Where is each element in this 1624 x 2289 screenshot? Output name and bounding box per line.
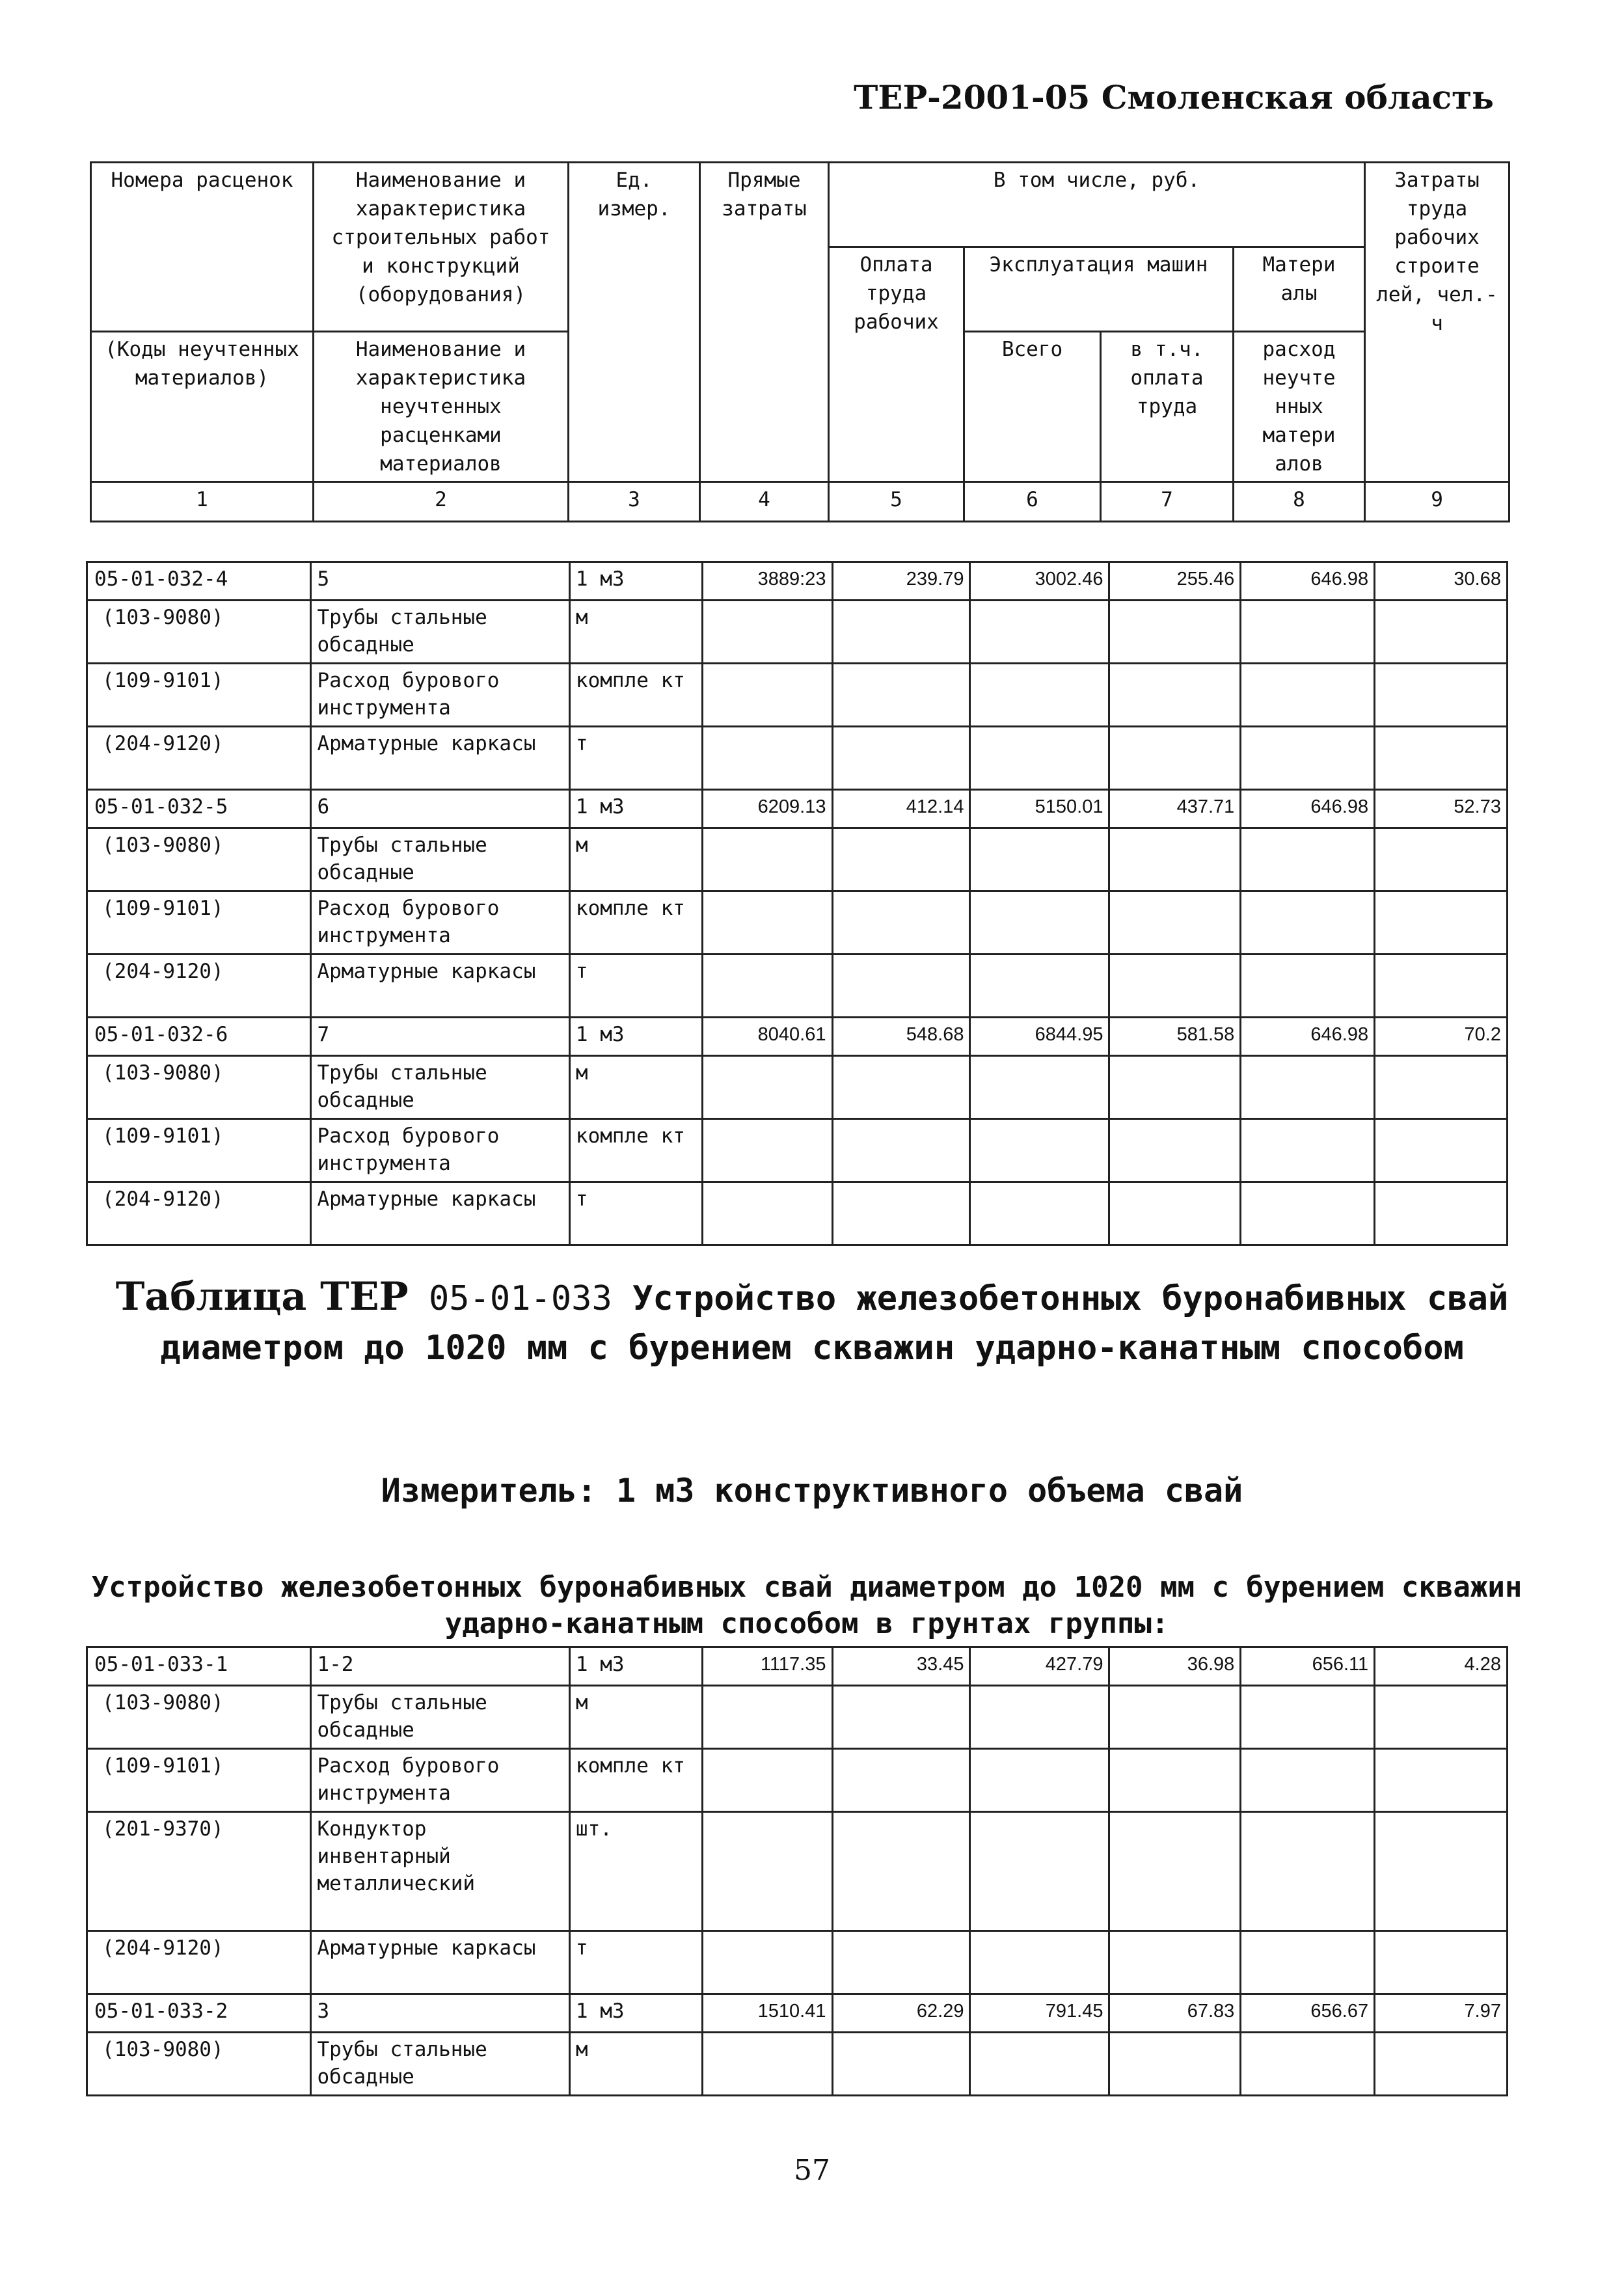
material-row bbox=[87, 601, 1508, 664]
table-title bbox=[85, 1272, 1539, 1373]
rate-code-cell: 05-01-032-5 bbox=[87, 790, 311, 828]
rate-row bbox=[87, 790, 1508, 828]
table-header bbox=[90, 161, 1510, 522]
rate-code-cell: (204-9120) bbox=[87, 1182, 311, 1245]
head-group: В том числе, руб. bbox=[829, 163, 1365, 247]
direct-costs-cell: 6209.13 bbox=[702, 790, 832, 828]
head-pay: Оплата труда рабочих bbox=[829, 247, 964, 482]
material-row bbox=[87, 1056, 1508, 1119]
table-title-prefix: Таблица ТЕР bbox=[115, 1274, 409, 1320]
rate-name-cell: Трубы стальные обсадные bbox=[311, 1056, 569, 1119]
machines-pay-cell: 581.58 bbox=[1109, 1018, 1241, 1056]
materials-cell bbox=[1241, 1686, 1375, 1749]
rate-name-cell: Арматурные каркасы bbox=[311, 1931, 569, 1994]
rate-code-cell: (103-9080) bbox=[87, 2033, 311, 2096]
machines-total-cell bbox=[970, 2033, 1109, 2096]
machines-total-cell bbox=[970, 891, 1109, 955]
material-row bbox=[87, 727, 1508, 790]
measure-unit: Измеритель: 1 м3 конструктивного объема свай bbox=[381, 1472, 1243, 1510]
materials-cell: 656.11 bbox=[1241, 1647, 1375, 1686]
pay-cell: 412.14 bbox=[832, 790, 970, 828]
materials-cell bbox=[1241, 1812, 1375, 1931]
direct-costs-cell bbox=[702, 1931, 832, 1994]
material-row bbox=[87, 1812, 1508, 1931]
group-note: Устройство железобетонных буронабивных свай диаметром до 1020 мм с бурением скважин ударно-канатным способом в грунтах группы: bbox=[91, 1571, 1522, 1640]
rate-unit-cell: 1 м3 bbox=[569, 790, 702, 828]
materials-cell bbox=[1241, 1056, 1375, 1119]
rate-code-cell: 05-01-032-6 bbox=[87, 1018, 311, 1056]
pay-cell bbox=[832, 1056, 970, 1119]
rate-name-cell: Арматурные каркасы bbox=[311, 1182, 569, 1245]
column-number: 6 bbox=[964, 482, 1101, 522]
rate-unit-cell: 1 м3 bbox=[569, 562, 702, 601]
rates-table-032 bbox=[86, 561, 1508, 1246]
machines-total-cell: 5150.01 bbox=[970, 790, 1109, 828]
machines-pay-cell bbox=[1109, 1182, 1241, 1245]
machines-pay-cell bbox=[1109, 601, 1241, 664]
direct-costs-cell: 8040.61 bbox=[702, 1018, 832, 1056]
rate-unit-cell: т bbox=[569, 727, 702, 790]
rate-name-cell: 7 bbox=[311, 1018, 569, 1056]
labor-cell bbox=[1375, 1749, 1508, 1812]
table-title-text: Устройство железобетонных буронабивных свай диаметром до 1020 мм с бурением скважин ударно-канатным способом bbox=[160, 1279, 1509, 1368]
rate-name-cell: Расход бурового инструмента bbox=[311, 891, 569, 955]
rate-code-cell: (204-9120) bbox=[87, 1931, 311, 1994]
machines-pay-cell bbox=[1109, 1119, 1241, 1182]
column-number: 8 bbox=[1234, 482, 1365, 522]
pay-cell bbox=[832, 1749, 970, 1812]
pay-cell bbox=[832, 1931, 970, 1994]
direct-costs-cell bbox=[702, 1749, 832, 1812]
pay-cell bbox=[832, 891, 970, 955]
rate-unit-cell: м bbox=[569, 601, 702, 664]
machines-total-cell bbox=[970, 828, 1109, 891]
pay-cell: 239.79 bbox=[832, 562, 970, 601]
rate-code-cell: (109-9101) bbox=[87, 664, 311, 727]
pay-cell: 548.68 bbox=[832, 1018, 970, 1056]
head-direct: Прямые затраты bbox=[700, 163, 829, 482]
material-row bbox=[87, 1182, 1508, 1245]
direct-costs-cell: 1117.35 bbox=[702, 1647, 832, 1686]
rate-name-cell: 3 bbox=[311, 1994, 569, 2033]
rate-code-cell: (204-9120) bbox=[87, 955, 311, 1018]
machines-total-cell bbox=[970, 1931, 1109, 1994]
pay-cell bbox=[832, 664, 970, 727]
machines-total-cell bbox=[970, 601, 1109, 664]
machines-pay-cell: 437.71 bbox=[1109, 790, 1241, 828]
rate-code-cell: (103-9080) bbox=[87, 828, 311, 891]
rate-unit-cell: 1 м3 bbox=[569, 1647, 702, 1686]
materials-cell bbox=[1241, 1182, 1375, 1245]
rate-unit-cell: шт. bbox=[569, 1812, 702, 1931]
machines-total-cell bbox=[970, 664, 1109, 727]
rate-code-cell: (109-9101) bbox=[87, 1119, 311, 1182]
rate-row bbox=[87, 1994, 1508, 2033]
head-machines: Эксплуатация машин bbox=[964, 247, 1234, 332]
machines-pay-cell bbox=[1109, 1749, 1241, 1812]
rate-name-cell: 6 bbox=[311, 790, 569, 828]
materials-cell bbox=[1241, 601, 1375, 664]
rate-code-cell: (201-9370) bbox=[87, 1812, 311, 1931]
head-total: Всего bbox=[964, 332, 1101, 482]
machines-pay-cell bbox=[1109, 1931, 1241, 1994]
machines-pay-cell bbox=[1109, 727, 1241, 790]
direct-costs-cell bbox=[702, 1812, 832, 1931]
rate-name-cell: Кондуктор инвентарный металлический bbox=[311, 1812, 569, 1931]
head-unaccounted-codes: (Коды неучтенных материалов) bbox=[91, 332, 314, 482]
rate-row bbox=[87, 1647, 1508, 1686]
rate-name-cell: Арматурные каркасы bbox=[311, 727, 569, 790]
column-number: 2 bbox=[314, 482, 569, 522]
column-number: 1 bbox=[91, 482, 314, 522]
materials-cell: 646.98 bbox=[1241, 1018, 1375, 1056]
rate-unit-cell: 1 м3 bbox=[569, 1018, 702, 1056]
head-unit: Ед. измер. bbox=[569, 163, 700, 482]
direct-costs-cell bbox=[702, 828, 832, 891]
labor-cell bbox=[1375, 828, 1508, 891]
rate-code-cell: (204-9120) bbox=[87, 727, 311, 790]
labor-cell bbox=[1375, 727, 1508, 790]
column-number: 3 bbox=[569, 482, 700, 522]
materials-cell: 646.98 bbox=[1241, 562, 1375, 601]
machines-pay-cell bbox=[1109, 1056, 1241, 1119]
machines-pay-cell bbox=[1109, 1686, 1241, 1749]
column-number: 4 bbox=[700, 482, 829, 522]
machines-pay-cell: 67.83 bbox=[1109, 1994, 1241, 2033]
material-row bbox=[87, 1931, 1508, 1994]
direct-costs-cell bbox=[702, 2033, 832, 2096]
direct-costs-cell: 3889:23 bbox=[702, 562, 832, 601]
materials-cell bbox=[1241, 1931, 1375, 1994]
materials-cell bbox=[1241, 664, 1375, 727]
labor-cell bbox=[1375, 891, 1508, 955]
rate-unit-cell: т bbox=[569, 1182, 702, 1245]
materials-cell: 656.67 bbox=[1241, 1994, 1375, 2033]
pay-cell: 62.29 bbox=[832, 1994, 970, 2033]
rate-name-cell: Расход бурового инструмента bbox=[311, 1119, 569, 1182]
rates-table-033 bbox=[86, 1646, 1508, 2096]
machines-total-cell: 6844.95 bbox=[970, 1018, 1109, 1056]
rate-code-cell: (109-9101) bbox=[87, 1749, 311, 1812]
machines-total-cell bbox=[970, 1749, 1109, 1812]
machines-total-cell bbox=[970, 1119, 1109, 1182]
material-row bbox=[87, 1119, 1508, 1182]
material-row bbox=[87, 955, 1508, 1018]
rate-name-cell: Трубы стальные обсадные bbox=[311, 2033, 569, 2096]
direct-costs-cell: 1510.41 bbox=[702, 1994, 832, 2033]
labor-cell bbox=[1375, 955, 1508, 1018]
labor-cell bbox=[1375, 664, 1508, 727]
rate-unit-cell: компле кт bbox=[569, 1749, 702, 1812]
machines-total-cell bbox=[970, 1812, 1109, 1931]
document-header: ТЕР-2001-05 Смоленская область bbox=[854, 78, 1494, 116]
rate-row bbox=[87, 562, 1508, 601]
pay-cell bbox=[832, 1119, 970, 1182]
direct-costs-cell bbox=[702, 1119, 832, 1182]
head-unaccounted: расход неучте нных матери алов bbox=[1234, 332, 1365, 482]
materials-cell bbox=[1241, 1119, 1375, 1182]
rate-name-cell: Расход бурового инструмента bbox=[311, 1749, 569, 1812]
direct-costs-cell bbox=[702, 891, 832, 955]
material-row bbox=[87, 664, 1508, 727]
machines-total-cell bbox=[970, 727, 1109, 790]
head-labor: Затраты труда рабочих строите лей, чел.-ч bbox=[1365, 163, 1509, 482]
column-number: 7 bbox=[1101, 482, 1234, 522]
machines-pay-cell bbox=[1109, 1812, 1241, 1931]
direct-costs-cell bbox=[702, 664, 832, 727]
rate-unit-cell: компле кт bbox=[569, 1119, 702, 1182]
rate-unit-cell: м bbox=[569, 828, 702, 891]
rate-unit-cell: компле кт bbox=[569, 891, 702, 955]
pay-cell bbox=[832, 828, 970, 891]
direct-costs-cell bbox=[702, 601, 832, 664]
machines-total-cell: 3002.46 bbox=[970, 562, 1109, 601]
rate-unit-cell: м bbox=[569, 1686, 702, 1749]
labor-cell: 70.2 bbox=[1375, 1018, 1508, 1056]
rate-code-cell: (103-9080) bbox=[87, 1686, 311, 1749]
pay-cell bbox=[832, 1812, 970, 1931]
material-row bbox=[87, 2033, 1508, 2096]
direct-costs-cell bbox=[702, 1182, 832, 1245]
labor-cell bbox=[1375, 1812, 1508, 1931]
labor-cell bbox=[1375, 1686, 1508, 1749]
machines-pay-cell bbox=[1109, 664, 1241, 727]
machines-total-cell bbox=[970, 1182, 1109, 1245]
labor-cell: 7.97 bbox=[1375, 1994, 1508, 2033]
rate-name-cell: Расход бурового инструмента bbox=[311, 664, 569, 727]
head-unaccounted-name: Наименование и характеристика неучтенных расценками материалов bbox=[314, 332, 569, 482]
rate-unit-cell: м bbox=[569, 2033, 702, 2096]
machines-total-cell: 427.79 bbox=[970, 1647, 1109, 1686]
rate-unit-cell: 1 м3 bbox=[569, 1994, 702, 2033]
labor-cell bbox=[1375, 601, 1508, 664]
machines-pay-cell: 255.46 bbox=[1109, 562, 1241, 601]
machines-pay-cell bbox=[1109, 891, 1241, 955]
material-row bbox=[87, 1749, 1508, 1812]
direct-costs-cell bbox=[702, 727, 832, 790]
pay-cell bbox=[832, 2033, 970, 2096]
direct-costs-cell bbox=[702, 1056, 832, 1119]
pay-cell bbox=[832, 955, 970, 1018]
rate-code-cell: 05-01-032-4 bbox=[87, 562, 311, 601]
labor-cell: 4.28 bbox=[1375, 1647, 1508, 1686]
materials-cell bbox=[1241, 727, 1375, 790]
materials-cell: 646.98 bbox=[1241, 790, 1375, 828]
materials-cell bbox=[1241, 891, 1375, 955]
labor-cell bbox=[1375, 1931, 1508, 1994]
machines-pay-cell bbox=[1109, 828, 1241, 891]
rate-name-cell: Арматурные каркасы bbox=[311, 955, 569, 1018]
machines-total-cell bbox=[970, 955, 1109, 1018]
direct-costs-cell bbox=[702, 1686, 832, 1749]
rate-unit-cell: м bbox=[569, 1056, 702, 1119]
head-name: Наименование и характеристика строительных работ и конструкций (оборудования) bbox=[314, 163, 569, 332]
machines-pay-cell bbox=[1109, 2033, 1241, 2096]
rate-name-cell: Трубы стальные обсадные bbox=[311, 1686, 569, 1749]
rate-name-cell: 5 bbox=[311, 562, 569, 601]
rate-unit-cell: т bbox=[569, 1931, 702, 1994]
machines-total-cell bbox=[970, 1056, 1109, 1119]
head-codes: Номера расценок bbox=[91, 163, 314, 332]
rate-code-cell: 05-01-033-1 bbox=[87, 1647, 311, 1686]
pay-cell: 33.45 bbox=[832, 1647, 970, 1686]
material-row bbox=[87, 828, 1508, 891]
machines-pay-cell bbox=[1109, 955, 1241, 1018]
column-number: 9 bbox=[1365, 482, 1509, 522]
labor-cell bbox=[1375, 1119, 1508, 1182]
head-incl-pay: в т.ч. оплата труда bbox=[1101, 332, 1234, 482]
machines-pay-cell: 36.98 bbox=[1109, 1647, 1241, 1686]
rate-code-cell: 05-01-033-2 bbox=[87, 1994, 311, 2033]
machines-total-cell bbox=[970, 1686, 1109, 1749]
pay-cell bbox=[832, 1686, 970, 1749]
materials-cell bbox=[1241, 2033, 1375, 2096]
column-number: 5 bbox=[829, 482, 964, 522]
rate-code-cell: (103-9080) bbox=[87, 1056, 311, 1119]
rate-unit-cell: компле кт bbox=[569, 664, 702, 727]
rate-name-cell: 1-2 bbox=[311, 1647, 569, 1686]
rate-unit-cell: т bbox=[569, 955, 702, 1018]
material-row bbox=[87, 1686, 1508, 1749]
direct-costs-cell bbox=[702, 955, 832, 1018]
materials-cell bbox=[1241, 828, 1375, 891]
table-title-code: 05-01-033 bbox=[429, 1279, 612, 1318]
rate-name-cell: Трубы стальные обсадные bbox=[311, 601, 569, 664]
labor-cell bbox=[1375, 2033, 1508, 2096]
page-number: 57 bbox=[794, 2154, 830, 2187]
labor-cell: 52.73 bbox=[1375, 790, 1508, 828]
machines-total-cell: 791.45 bbox=[970, 1994, 1109, 2033]
labor-cell: 30.68 bbox=[1375, 562, 1508, 601]
labor-cell bbox=[1375, 1182, 1508, 1245]
labor-cell bbox=[1375, 1056, 1508, 1119]
rate-code-cell: (109-9101) bbox=[87, 891, 311, 955]
rate-code-cell: (103-9080) bbox=[87, 601, 311, 664]
pay-cell bbox=[832, 1182, 970, 1245]
pay-cell bbox=[832, 601, 970, 664]
materials-cell bbox=[1241, 1749, 1375, 1812]
pay-cell bbox=[832, 727, 970, 790]
rate-row bbox=[87, 1018, 1508, 1056]
rate-name-cell: Трубы стальные обсадные bbox=[311, 828, 569, 891]
material-row bbox=[87, 891, 1508, 955]
head-materials: Матери алы bbox=[1234, 247, 1365, 332]
materials-cell bbox=[1241, 955, 1375, 1018]
